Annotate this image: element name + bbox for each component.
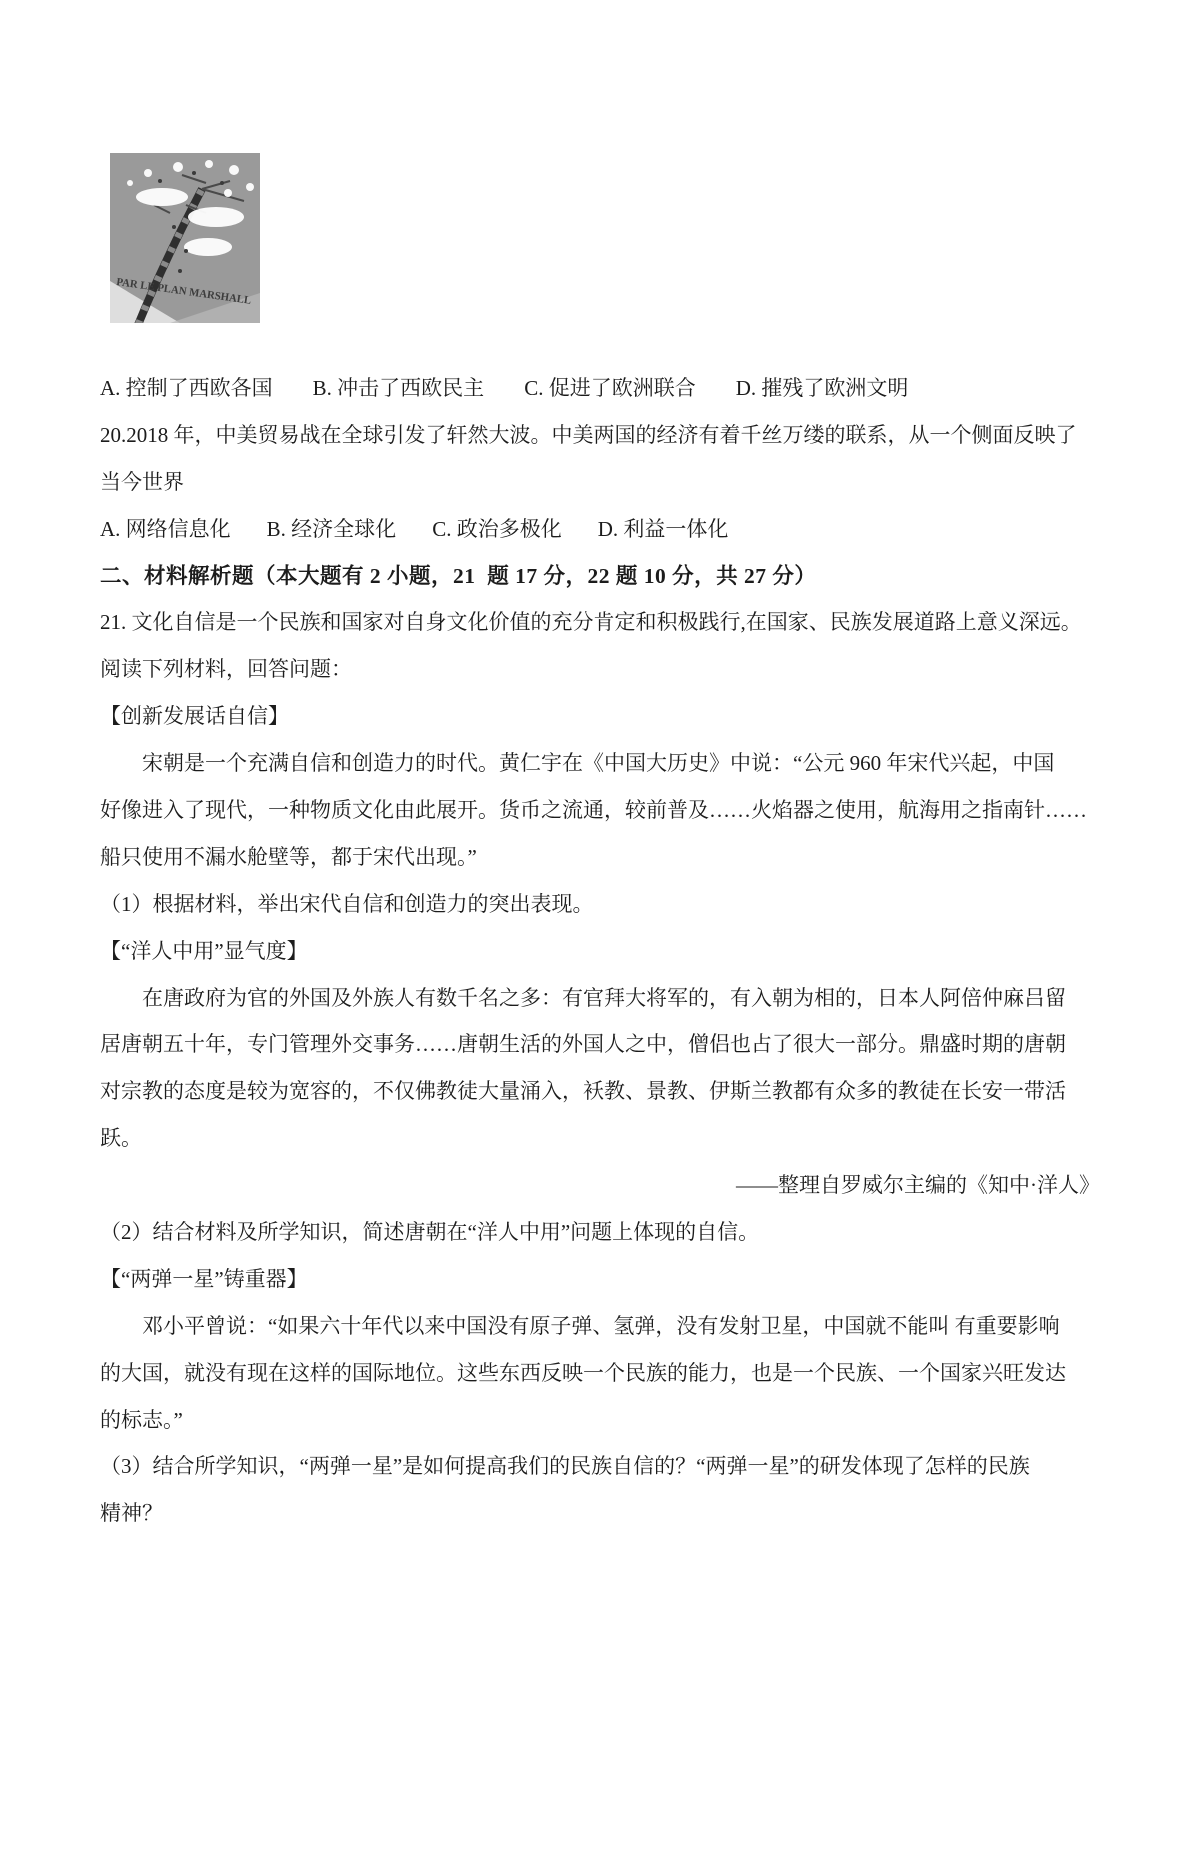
q21-material3-line-1: 邓小平曾说：“如果六十年代以来中国没有原子弹、氢弹，没有发射卫星，中国就不能叫 有重要影响: [142, 1313, 1060, 1338]
exam-page: [0, 153, 1200, 1851]
q20-option-d: D. 利益一体化: [597, 516, 729, 541]
q21-part3-header: 【“两弹一星”铸重器】: [100, 1266, 308, 1291]
q20-option-c: C. 政治多极化: [432, 516, 562, 541]
q21-material3-line-2: 的大国，就没有现在这样的国际地位。这些东西反映一个民族的能力，也是一个民族、一个国家兴旺发达: [100, 1360, 1066, 1385]
q21-material2-line-4: 跃。: [100, 1126, 142, 1151]
q21-intro-line-1: 21. 文化自信是一个民族和国家对自身文化价值的充分肯定和积极践行,在国家、民族发展道路上意义深远。: [100, 610, 1082, 635]
q21-material1-line-2: 好像进入了现代，一种物质文化由此展开。货币之流通，较前普及……火焰器之使用，航海用之指南针……: [100, 798, 1087, 823]
poster-caption-text: PAR LE PLAN MARSHALL: [115, 276, 255, 308]
q19-option-c: C. 促进了欧洲联合: [524, 376, 696, 400]
q19-option-d: D. 摧残了欧洲文明: [735, 376, 909, 400]
q19-option-a: A. 控制了西欧各国: [100, 376, 273, 400]
q21-part2-header: 【“洋人中用”显气度】: [100, 938, 308, 963]
q20-options-row: [100, 506, 1102, 553]
q21-material2-line-3: 对宗教的态度是较为宽容的，不仅佛教徒大量涌入，袄教、景教、伊斯兰教都有众多的教徒在长安一带活: [100, 1079, 1066, 1104]
q21-material2-source: ——整理自罗威尔主编的《知中·洋人》: [736, 1173, 1100, 1198]
q20-option-b: B. 经济全球化: [266, 516, 397, 541]
q21-question1: （1）根据材料，举出宋代自信和创造力的突出表现。: [100, 891, 594, 916]
q21-intro-line-2: 阅读下列材料，回答问题：: [100, 657, 352, 682]
q21-question3-line-1: （3）结合所学知识，“两弹一星”是如何提高我们的民族自信的？“两弹一星”的研发体现了怎样的民族: [100, 1454, 1030, 1479]
q20-option-a: A. 网络信息化: [100, 516, 231, 541]
q21-material1-line-3: 船只使用不漏水舱壁等，都于宋代出现。”: [100, 844, 477, 869]
q21-material1-line-1: 宋朝是一个充满自信和创造力的时代。黄仁宇在《中国大历史》中说：“公元 960 年宋代兴起，中国: [142, 751, 1055, 776]
q21-material2-line-1: 在唐政府为官的外国及外族人有数千名之多：有官拜大将军的，有入朝为相的，日本人阿倍仲麻吕留: [142, 985, 1066, 1010]
document-body: [100, 365, 1102, 1537]
q19-options-row: [100, 365, 1102, 412]
q21-part1-header: 【创新发展话自信】: [100, 704, 289, 729]
q20-stem-line-1: 20.2018 年，中美贸易战在全球引发了轩然大波。中美两国的经济有着千丝万缕的联系，从一个侧面反映了: [100, 422, 1077, 447]
q21-question2: （2）结合材料及所学知识，简述唐朝在“洋人中用”问题上体现的自信。: [100, 1220, 760, 1245]
q20-stem-line-2: 当今世界: [100, 469, 184, 494]
q19-option-b: B. 冲击了西欧民主: [312, 376, 485, 400]
q21-material2-line-2: 居唐朝五十年，专门管理外交事务……唐朝生活的外国人之中，僧侣也占了很大一部分。鼎盛时期的唐朝: [100, 1032, 1066, 1057]
marshall-plan-poster-image: [110, 153, 260, 323]
section2-heading: 二、材料解析题（本大题有 2 小题，21 题 17 分，22 题 10 分，共 27 分）: [100, 563, 817, 588]
q21-question3-line-2: 精神？: [100, 1501, 163, 1526]
q21-material3-line-3: 的标志。”: [100, 1407, 183, 1432]
